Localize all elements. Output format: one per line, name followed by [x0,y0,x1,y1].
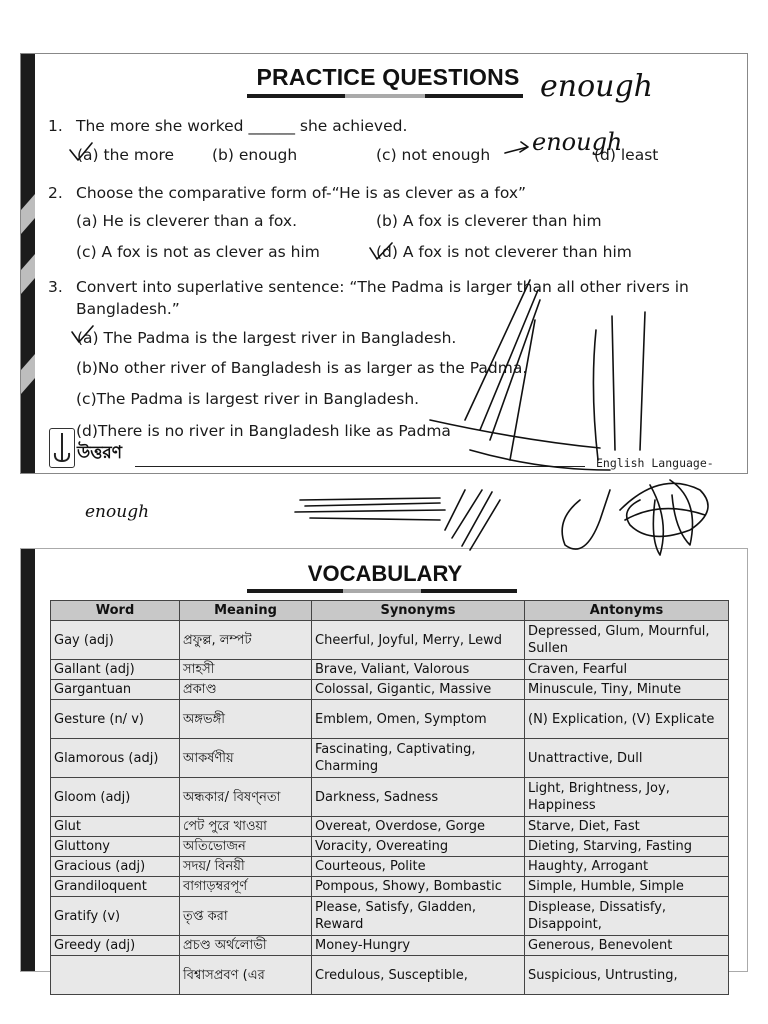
table-cell-meaning: তৃপ্ত করা [180,897,312,936]
bar-stripe [21,354,35,394]
scribble-stroke [445,490,465,530]
table-row [51,936,729,956]
scribble-stroke [470,500,500,550]
table-cell-word: Glamorous (adj) [51,739,180,778]
table-cell-word: Gay (adj) [51,621,180,660]
table-cell-meaning: সদয়/ বিনয়ী [180,857,312,877]
column-header: Word [51,601,180,621]
table-cell-antonyms: Haughty, Arrogant [525,857,729,877]
question-text: Choose the comparative form of-“He is as clever as a fox” [76,184,527,202]
table-row [51,817,729,837]
table-cell-meaning: অঙ্গভঙ্গী [180,700,312,739]
table-cell-meaning: প্রফুল্ল, লম্পট [180,621,312,660]
option: (a) The Padma is the largest river in Bangladesh. [77,329,457,347]
table-header-row [51,601,729,621]
scribble-stroke [462,492,492,546]
table-cell-word: Gratify (v) [51,897,180,936]
question-text: Bangladesh.” [76,300,180,318]
table-row [51,621,729,660]
table-row [51,897,729,936]
table-cell-antonyms: Simple, Humble, Simple [525,877,729,897]
slide-left-bar [21,549,35,971]
table-cell-synonyms: Darkness, Sadness [312,778,525,817]
table-cell-meaning: অন্ধকার/ বিষণ্নতা [180,778,312,817]
handwritten-note: enough [85,502,150,522]
option: (d) A fox is not cleverer than him [376,243,632,261]
scribble-stroke [300,498,440,500]
table-cell-word: Gracious (adj) [51,857,180,877]
option: (b) enough [212,146,298,164]
table-cell-synonyms: Voracity, Overeating [312,837,525,857]
question-text: Convert into superlative sentence: “The Padma is larger than all other rivers in [76,278,689,296]
title-underline [247,94,345,98]
handwritten-note: enough [532,128,623,156]
table-cell-word: Gallant (adj) [51,660,180,680]
bar-stripe [21,254,35,294]
table-cell-meaning: অতিভোজন [180,837,312,857]
slide-title: VOCABULARY [307,561,463,586]
table-cell-meaning: সাহসী [180,660,312,680]
question-number: 2. [48,184,63,202]
logo-text: উত্তরণ [77,443,123,463]
option: (c)The Padma is largest river in Bangladesh. [76,390,420,408]
table-cell-synonyms: Emblem, Omen, Symptom [312,700,525,739]
title-underline [345,94,425,98]
table-cell-meaning: বিশ্বাসপ্রবণ (এর [180,956,312,995]
table-cell-synonyms: Brave, Valiant, Valorous [312,660,525,680]
scribble-stroke [562,490,610,549]
table-row [51,778,729,817]
option: (b) A fox is cleverer than him [376,212,602,230]
column-header: Synonyms [312,601,525,621]
table-cell-word: Glut [51,817,180,837]
column-header: Meaning [180,601,312,621]
option: (a) the more [77,146,175,164]
logo-icon [49,428,75,468]
table-row [51,739,729,778]
table-cell-meaning: পেট পুরে খাওয়া [180,817,312,837]
table-cell-antonyms: Displease, Dissatisfy, Disappoint, [525,897,729,936]
column-header: Antonyms [525,601,729,621]
option: (d)There is no river in Bangladesh like as Padma [76,422,451,440]
table-cell-word: Gloom (adj) [51,778,180,817]
table-cell-synonyms: Colossal, Gigantic, Massive [312,680,525,700]
question-text: The more she worked ______ she achieved. [76,117,408,135]
table-cell-antonyms: Depressed, Glum, Mournful, Sullen [525,621,729,660]
footer-rule [135,466,585,467]
table-cell-antonyms: Craven, Fearful [525,660,729,680]
option: (d) least [594,146,659,164]
table-cell-antonyms: (N) Explication, (V) Explicate [525,700,729,739]
table-cell-antonyms: Suspicious, Untrusting, [525,956,729,995]
table-row [51,680,729,700]
table-cell-meaning: প্রচণ্ড অর্থলোভী [180,936,312,956]
title-underline [343,589,421,593]
table-cell-synonyms: Pompous, Showy, Bombastic [312,877,525,897]
option: (c) A fox is not as clever as him [76,243,320,261]
title-underline [421,589,517,593]
table-cell-word: Grandiloquent [51,877,180,897]
table-cell-synonyms: Cheerful, Joyful, Merry, Lewd [312,621,525,660]
scribble-stroke [452,490,482,538]
table-row [51,956,729,995]
table-cell-meaning: প্রকাণ্ড [180,680,312,700]
footer-label: English Language- [596,456,714,470]
practice-questions-slide [20,53,748,474]
table-cell-word: Gargantuan [51,680,180,700]
table-cell-word: Gluttony [51,837,180,857]
table-cell-antonyms: Light, Brightness, Joy, Happiness [525,778,729,817]
table-cell-antonyms: Generous, Benevolent [525,936,729,956]
table-cell-antonyms: Unattractive, Dull [525,739,729,778]
question-number: 3. [48,278,63,296]
scribble-stroke [310,518,440,520]
table-cell-synonyms: Overeat, Overdose, Gorge [312,817,525,837]
vocabulary-slide [20,548,748,983]
table-cell-synonyms: Credulous, Susceptible, [312,956,525,995]
table-row [51,877,729,897]
scribble-stroke [305,503,440,506]
table-row [51,837,729,857]
table-row [51,660,729,680]
question-number: 1. [48,117,63,135]
bar-stripe [21,194,35,234]
option: (a) He is cleverer than a fox. [76,212,298,230]
option: (c) not enough [376,146,491,164]
slide-left-bar [21,54,35,473]
scribble-stroke [650,485,663,555]
scribble-stroke [670,480,693,545]
scribble-stroke [625,509,705,520]
title-underline [425,94,523,98]
table-cell-antonyms: Dieting, Starving, Fasting [525,837,729,857]
table-cell-word [51,956,180,995]
slide-title: PRACTICE QUESTIONS [256,64,520,90]
table-cell-antonyms: Starve, Diet, Fast [525,817,729,837]
table-cell-antonyms: Minuscule, Tiny, Minute [525,680,729,700]
table-cell-meaning: আকর্ষণীয় [180,739,312,778]
scribble-stroke [620,483,708,536]
table-cell-synonyms: Money-Hungry [312,936,525,956]
table-cell-word: Greedy (adj) [51,936,180,956]
table-cell-synonyms: Courteous, Polite [312,857,525,877]
table-cell-synonyms: Fascinating, Captivating, Charming [312,739,525,778]
table-cell-word: Gesture (n/ v) [51,700,180,739]
table-cell-meaning: বাগাড়ম্বরপূর্ণ [180,877,312,897]
scribble-stroke [295,510,445,512]
table-cell-synonyms: Please, Satisfy, Gladden, Reward [312,897,525,936]
option: (b)No other river of Bangladesh is as larger as the Padma. [76,359,528,377]
vocabulary-table [50,600,729,995]
title-underline [247,589,343,593]
table-row [51,700,729,739]
table-row [51,857,729,877]
handwritten-note: enough [540,69,653,104]
